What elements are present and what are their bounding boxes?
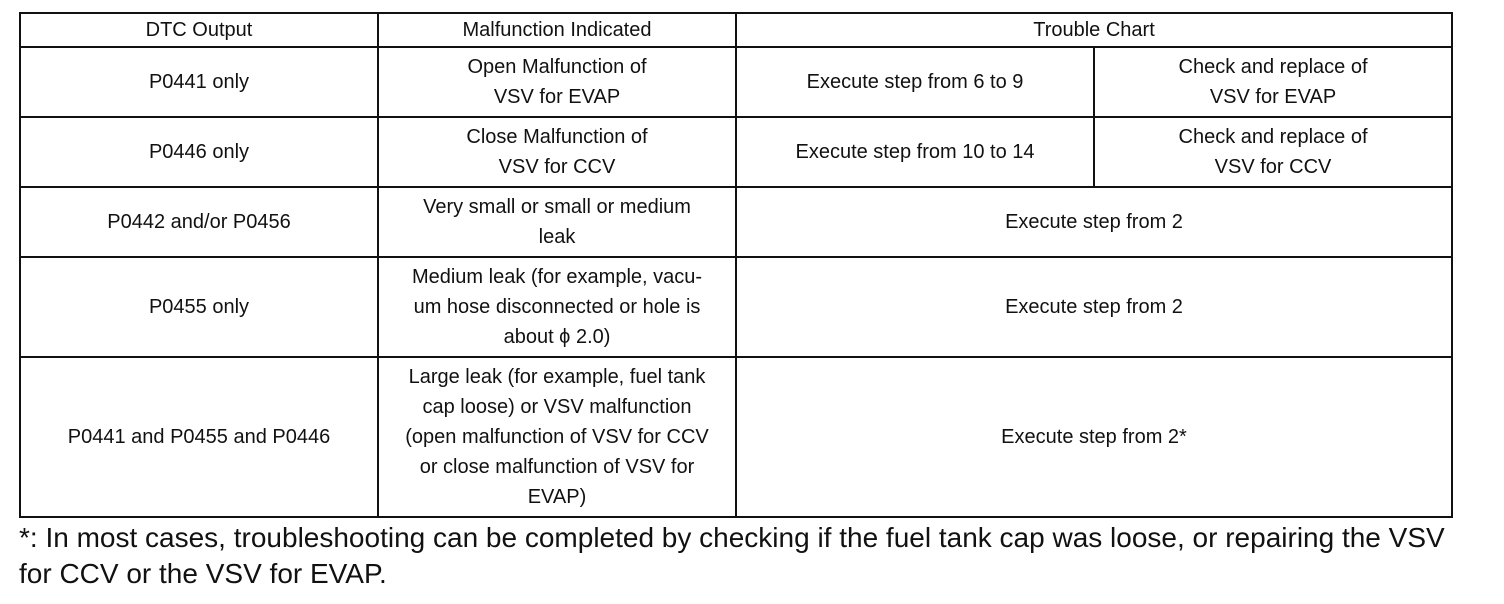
table-row: [20, 47, 1452, 117]
trouble-step-cell: Execute step from 10 to 14: [736, 117, 1094, 187]
header-malfunction-indicated: Malfunction Indicated: [378, 13, 736, 47]
malfunction-cell: Open Malfunction of VSV for EVAP: [378, 47, 736, 117]
malfunction-cell: Close Malfunction of VSV for CCV: [378, 117, 736, 187]
dtc-trouble-table: [19, 12, 1453, 518]
header-trouble-chart: Trouble Chart: [736, 13, 1452, 47]
dtc-cell: P0455 only: [20, 257, 378, 357]
table-header-row: [20, 13, 1452, 47]
header-dtc-output: DTC Output: [20, 13, 378, 47]
trouble-step-cell: Execute step from 6 to 9: [736, 47, 1094, 117]
trouble-action-cell: Check and replace of VSV for EVAP: [1094, 47, 1452, 117]
malfunction-cell: Very small or small or medium leak: [378, 187, 736, 257]
trouble-chart-cell: Execute step from 2: [736, 257, 1452, 357]
dtc-cell: P0442 and/or P0456: [20, 187, 378, 257]
table-row: [20, 117, 1452, 187]
trouble-chart-cell: Execute step from 2*: [736, 357, 1452, 517]
table-row: [20, 187, 1452, 257]
footnote: *: In most cases, troubleshooting can be completed by checking if the fuel tank cap was loose, or repairing the VSV for CCV or the VSV for EVAP.: [19, 522, 1445, 589]
dtc-cell: P0441 and P0455 and P0446: [20, 357, 378, 517]
dtc-cell: P0441 only: [20, 47, 378, 117]
table-row: [20, 257, 1452, 357]
malfunction-cell: Medium leak (for example, vacu- um hose disconnected or hole is about ϕ 2.0): [378, 257, 736, 357]
table-row: [20, 357, 1452, 517]
dtc-cell: P0446 only: [20, 117, 378, 187]
trouble-chart-cell: Execute step from 2: [736, 187, 1452, 257]
trouble-action-cell: Check and replace of VSV for CCV: [1094, 117, 1452, 187]
malfunction-cell: Large leak (for example, fuel tank cap loose) or VSV malfunction (open malfunction of VSV for CCV or close malfunction of VSV for EVAP): [378, 357, 736, 517]
